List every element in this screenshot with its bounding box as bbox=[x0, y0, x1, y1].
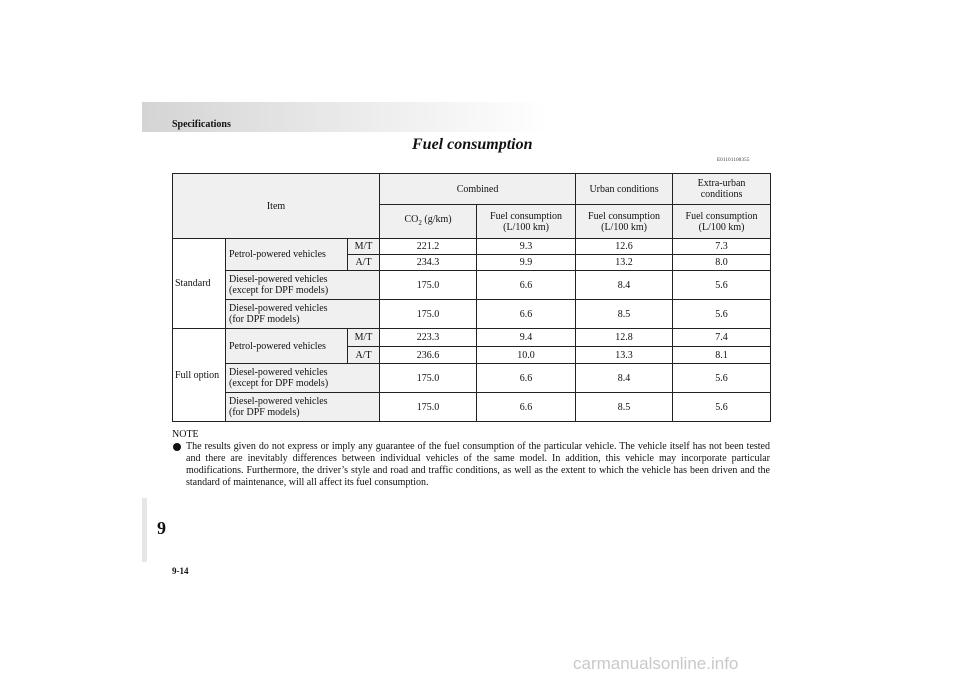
chapter-tab bbox=[142, 498, 147, 562]
table-cell: 236.6 bbox=[380, 347, 477, 364]
item-header: Item bbox=[173, 174, 380, 239]
table-cell: 8.4 bbox=[576, 271, 673, 300]
trans-cell: A/T bbox=[348, 347, 380, 364]
combined-header: Combined bbox=[380, 174, 576, 205]
diesel-label: Diesel-powered vehicles (for DPF models) bbox=[226, 300, 380, 329]
trans-cell: M/T bbox=[348, 239, 380, 255]
table-cell: 12.8 bbox=[576, 329, 673, 347]
table-cell: 13.2 bbox=[576, 255, 673, 271]
trans-cell: M/T bbox=[348, 329, 380, 347]
table-cell: 175.0 bbox=[380, 393, 477, 422]
table-cell: 9.4 bbox=[477, 329, 576, 347]
table-cell: 7.4 bbox=[673, 329, 771, 347]
diesel-label: Diesel-powered vehicles (except for DPF models) bbox=[226, 271, 380, 300]
table-cell: 221.2 bbox=[380, 239, 477, 255]
table-cell: 223.3 bbox=[380, 329, 477, 347]
note-title: NOTE bbox=[172, 429, 199, 440]
table-cell: 8.4 bbox=[576, 364, 673, 393]
table-cell: 8.5 bbox=[576, 393, 673, 422]
table-cell: 175.0 bbox=[380, 364, 477, 393]
table-cell: 8.1 bbox=[673, 347, 771, 364]
table-cell: 7.3 bbox=[673, 239, 771, 255]
group-full-option: Full option bbox=[173, 329, 226, 422]
fuel-consumption-table bbox=[172, 173, 771, 422]
co2-header: $CO_2$ (g/km) bbox=[380, 205, 477, 239]
trans-cell: A/T bbox=[348, 255, 380, 271]
table-cell: 12.6 bbox=[576, 239, 673, 255]
page-number: 9-14 bbox=[172, 566, 189, 576]
note-block bbox=[172, 429, 770, 489]
table-cell: 6.6 bbox=[477, 393, 576, 422]
table-cell: 175.0 bbox=[380, 271, 477, 300]
table-cell: 9.3 bbox=[477, 239, 576, 255]
bullet-icon bbox=[172, 442, 182, 452]
table-cell: 6.6 bbox=[477, 271, 576, 300]
extra-urban-line2: conditions bbox=[700, 189, 743, 200]
page-title: Fuel consumption bbox=[412, 136, 533, 153]
table-cell: 5.6 bbox=[673, 364, 771, 393]
petrol-label: Petrol-powered vehicles bbox=[226, 329, 348, 364]
table-cell: 9.9 bbox=[477, 255, 576, 271]
diesel-label: Diesel-powered vehicles (except for DPF models) bbox=[226, 364, 380, 393]
group-standard: Standard bbox=[173, 239, 226, 329]
section-label: Specifications bbox=[172, 119, 231, 130]
table-cell: 5.6 bbox=[673, 393, 771, 422]
fc-header-urban: Fuel consumption (L/100 km) bbox=[576, 205, 673, 239]
document-code: E01101100355 bbox=[717, 158, 750, 163]
fc-header-combined: Fuel consumption (L/100 km) bbox=[477, 205, 576, 239]
urban-header: Urban conditions bbox=[576, 174, 673, 205]
table-cell: 6.6 bbox=[477, 300, 576, 329]
diesel-label: Diesel-powered vehicles (for DPF models) bbox=[226, 393, 380, 422]
watermark: carmanualsonline.info bbox=[573, 654, 739, 673]
fc-header-extra: Fuel consumption (L/100 km) bbox=[673, 205, 771, 239]
table-cell: 5.6 bbox=[673, 271, 771, 300]
note-text: The results given do not express or imply any guarantee of the fuel consumption of the particular vehicle. The vehicle itself has not been tested and there are inevitably differences between individual vehicles of the same model. In addition, this vehicle may incorporate particular modifications. Furthermore, the driver’s style and road and traffic conditions, as well as the extent to which the vehicle has been driven and the standard of maintenance, will all affect its fuel consumption. bbox=[186, 441, 770, 488]
table-cell: 6.6 bbox=[477, 364, 576, 393]
table-cell: 5.6 bbox=[673, 300, 771, 329]
table-cell: 13.3 bbox=[576, 347, 673, 364]
table-cell: 8.5 bbox=[576, 300, 673, 329]
table-cell: 234.3 bbox=[380, 255, 477, 271]
table-cell: 10.0 bbox=[477, 347, 576, 364]
table-cell: 175.0 bbox=[380, 300, 477, 329]
petrol-label: Petrol-powered vehicles bbox=[226, 239, 348, 271]
note-item bbox=[172, 441, 770, 489]
chapter-number: 9 bbox=[157, 518, 166, 538]
table-cell: 8.0 bbox=[673, 255, 771, 271]
extra-urban-line1: Extra-urban bbox=[697, 178, 746, 189]
extra-urban-header bbox=[673, 174, 771, 205]
